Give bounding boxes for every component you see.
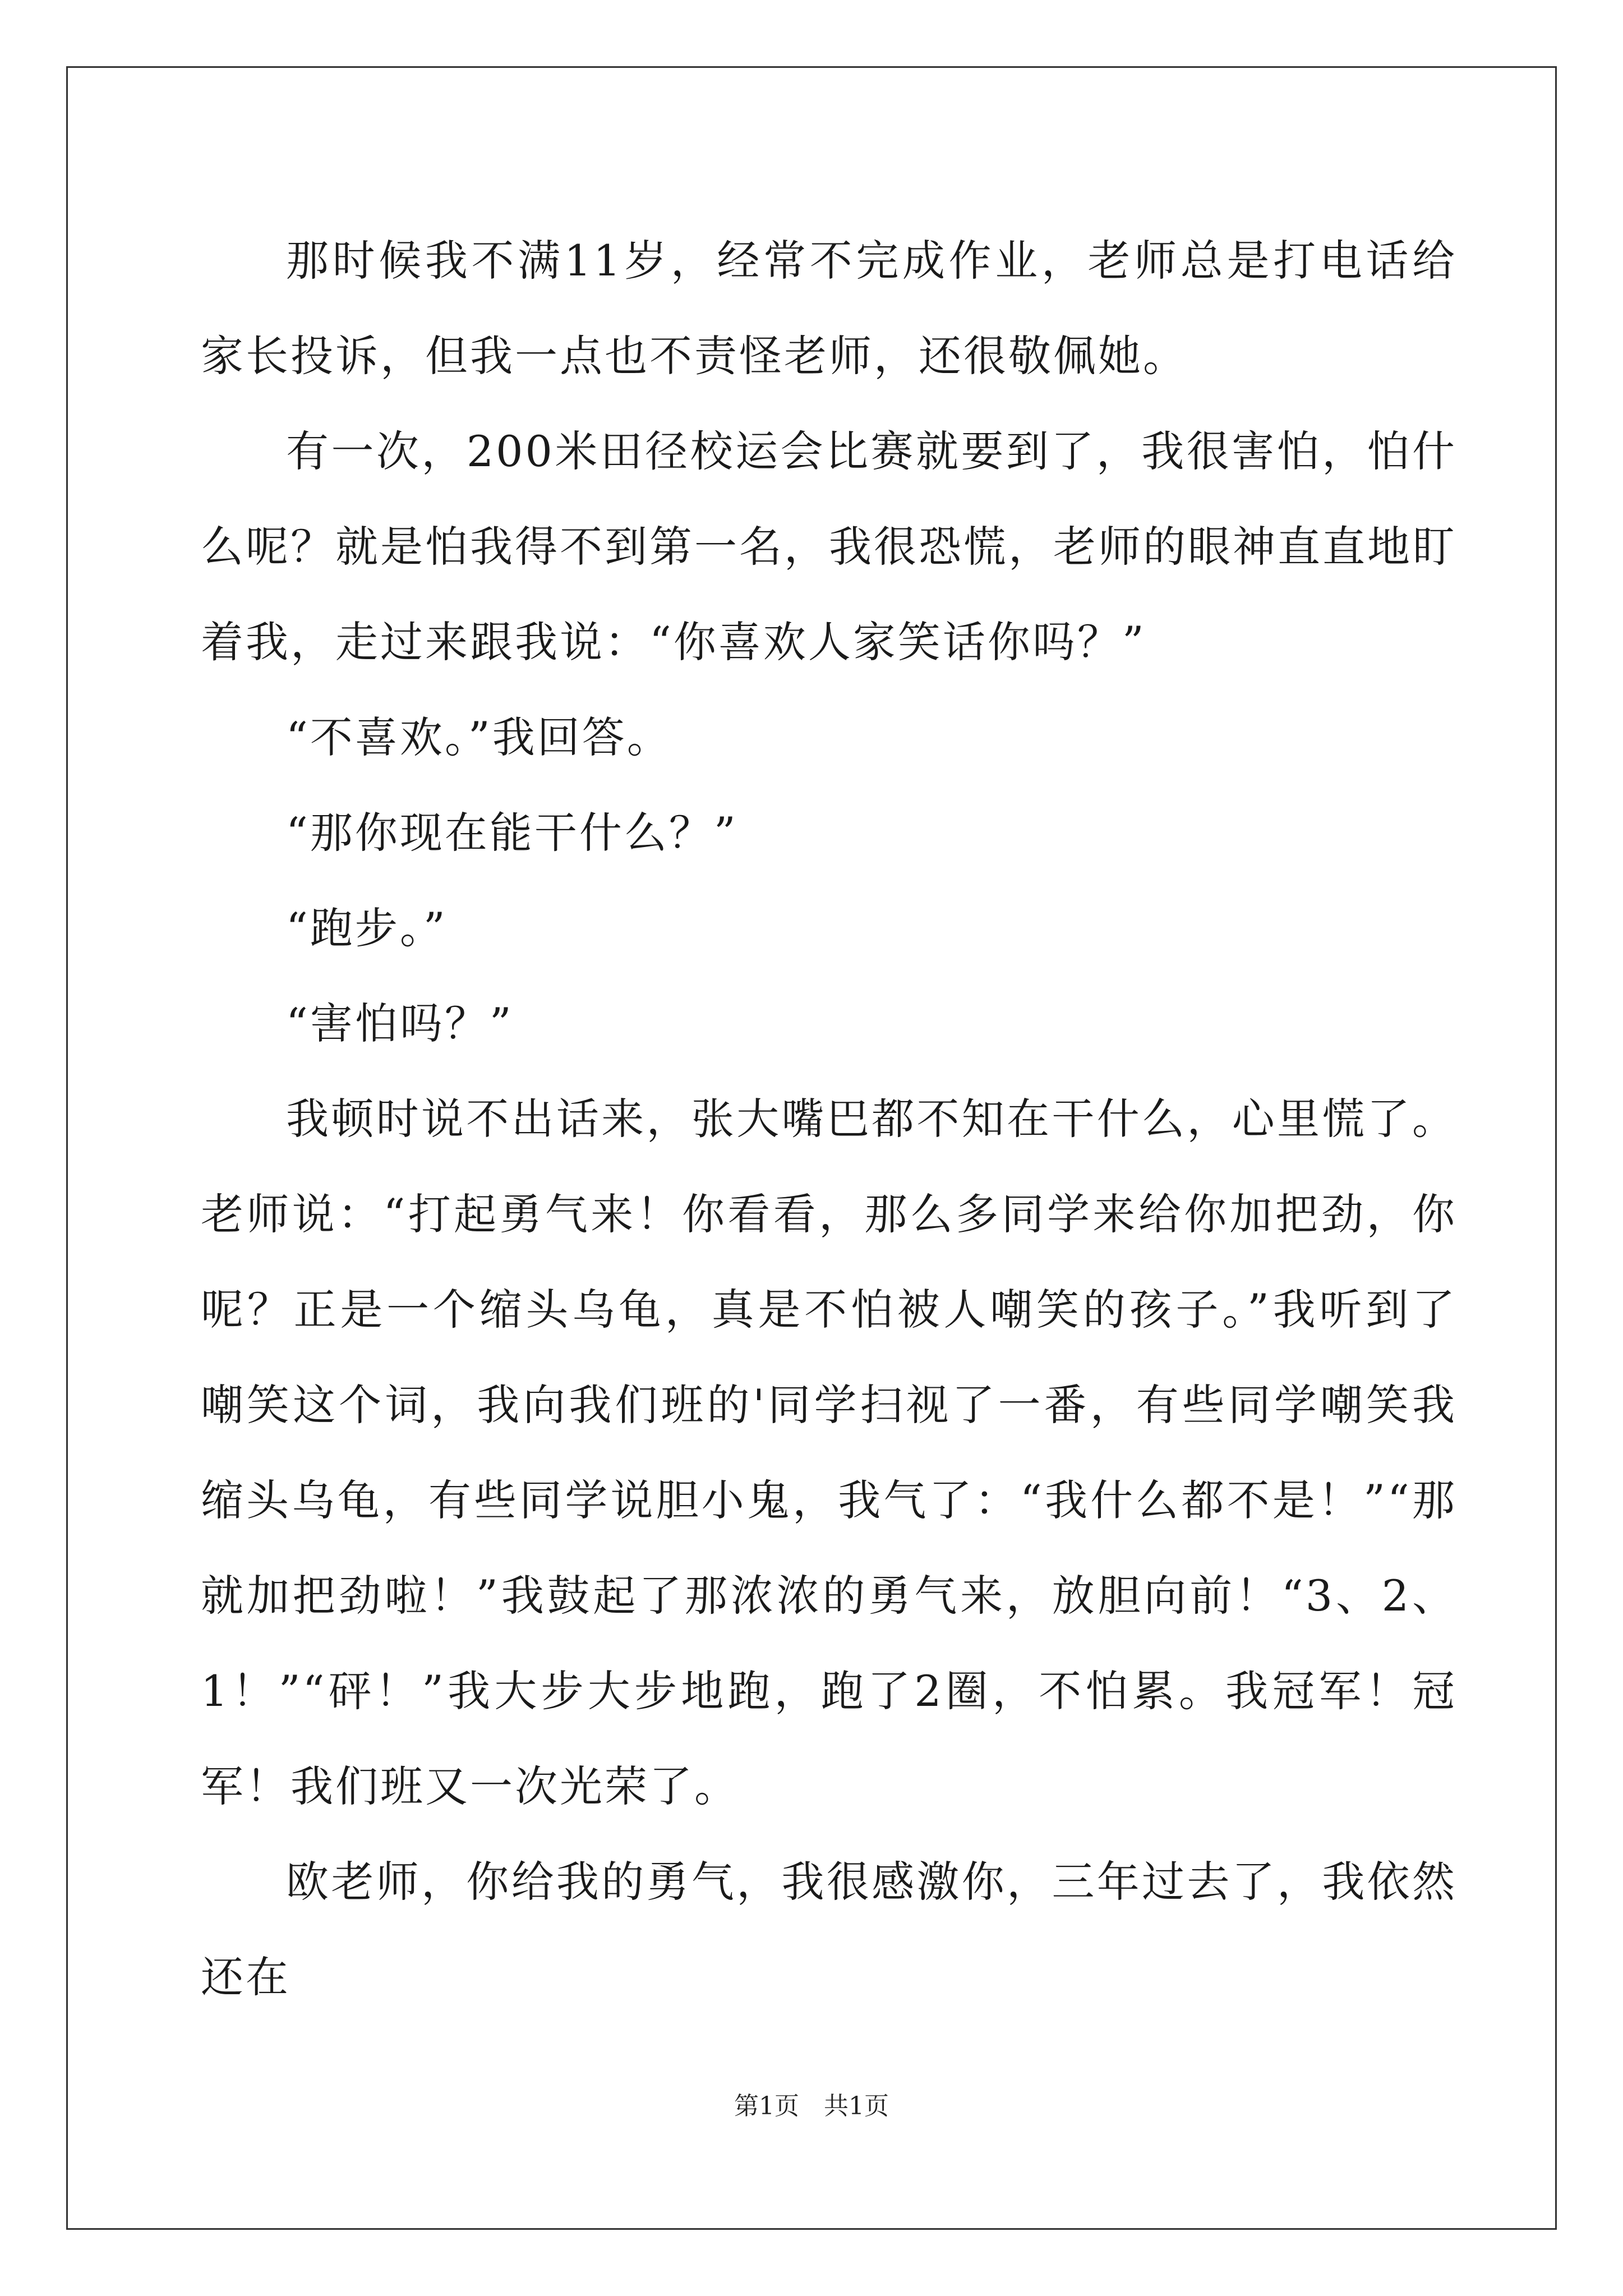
paragraph: “跑步。” — [286, 903, 448, 953]
paragraph: “害怕吗？” — [286, 999, 514, 1048]
document-body — [201, 213, 1457, 2025]
paragraph: 欧老师，你给我的勇气，我很感激你，三年过去了，我依然还在 — [201, 1857, 1457, 2002]
paragraph: “不喜欢。”我回答。 — [286, 712, 672, 762]
paragraph: 有一次，200米田径校运会比赛就要到了，我很害怕，怕什么呢？就是怕我得不到第一名，我很恐慌，老师的眼神直直地盯着我，走过来跟我说：“你喜欢人家笑话你吗？” — [201, 426, 1457, 667]
paragraph: 我顿时说不出话来，张大嘴巴都不知在干什么，心里慌了。老师说：“打起勇气来！你看看，那么多同学来给你加把劲，你呢？正是一个缩头乌龟，真是不怕被人嘲笑的孩子。”我听到了嘲笑这个词，我向我们班的'同学扫视了一番，有些同学嘲笑我缩头乌龟，有些同学说胆小鬼，我气了：“我什么都不是！”“那就加把劲啦！”我鼓起了那浓浓的勇气来，放胆向前！“3、2、1！”“砰！”我大步大步地跑，跑了2圈，不怕累。我冠军！冠军！我们班又一次光荣了。 — [201, 1094, 1457, 1811]
paragraph: “那你现在能干什么？” — [286, 808, 738, 858]
paragraph: 那时候我不满11岁，经常不完成作业，老师总是打电话给家长投诉，但我一点也不责怪老师，还很敬佩她。 — [201, 236, 1457, 381]
page-number-footer: 第1页 共1页 — [734, 2092, 889, 2120]
